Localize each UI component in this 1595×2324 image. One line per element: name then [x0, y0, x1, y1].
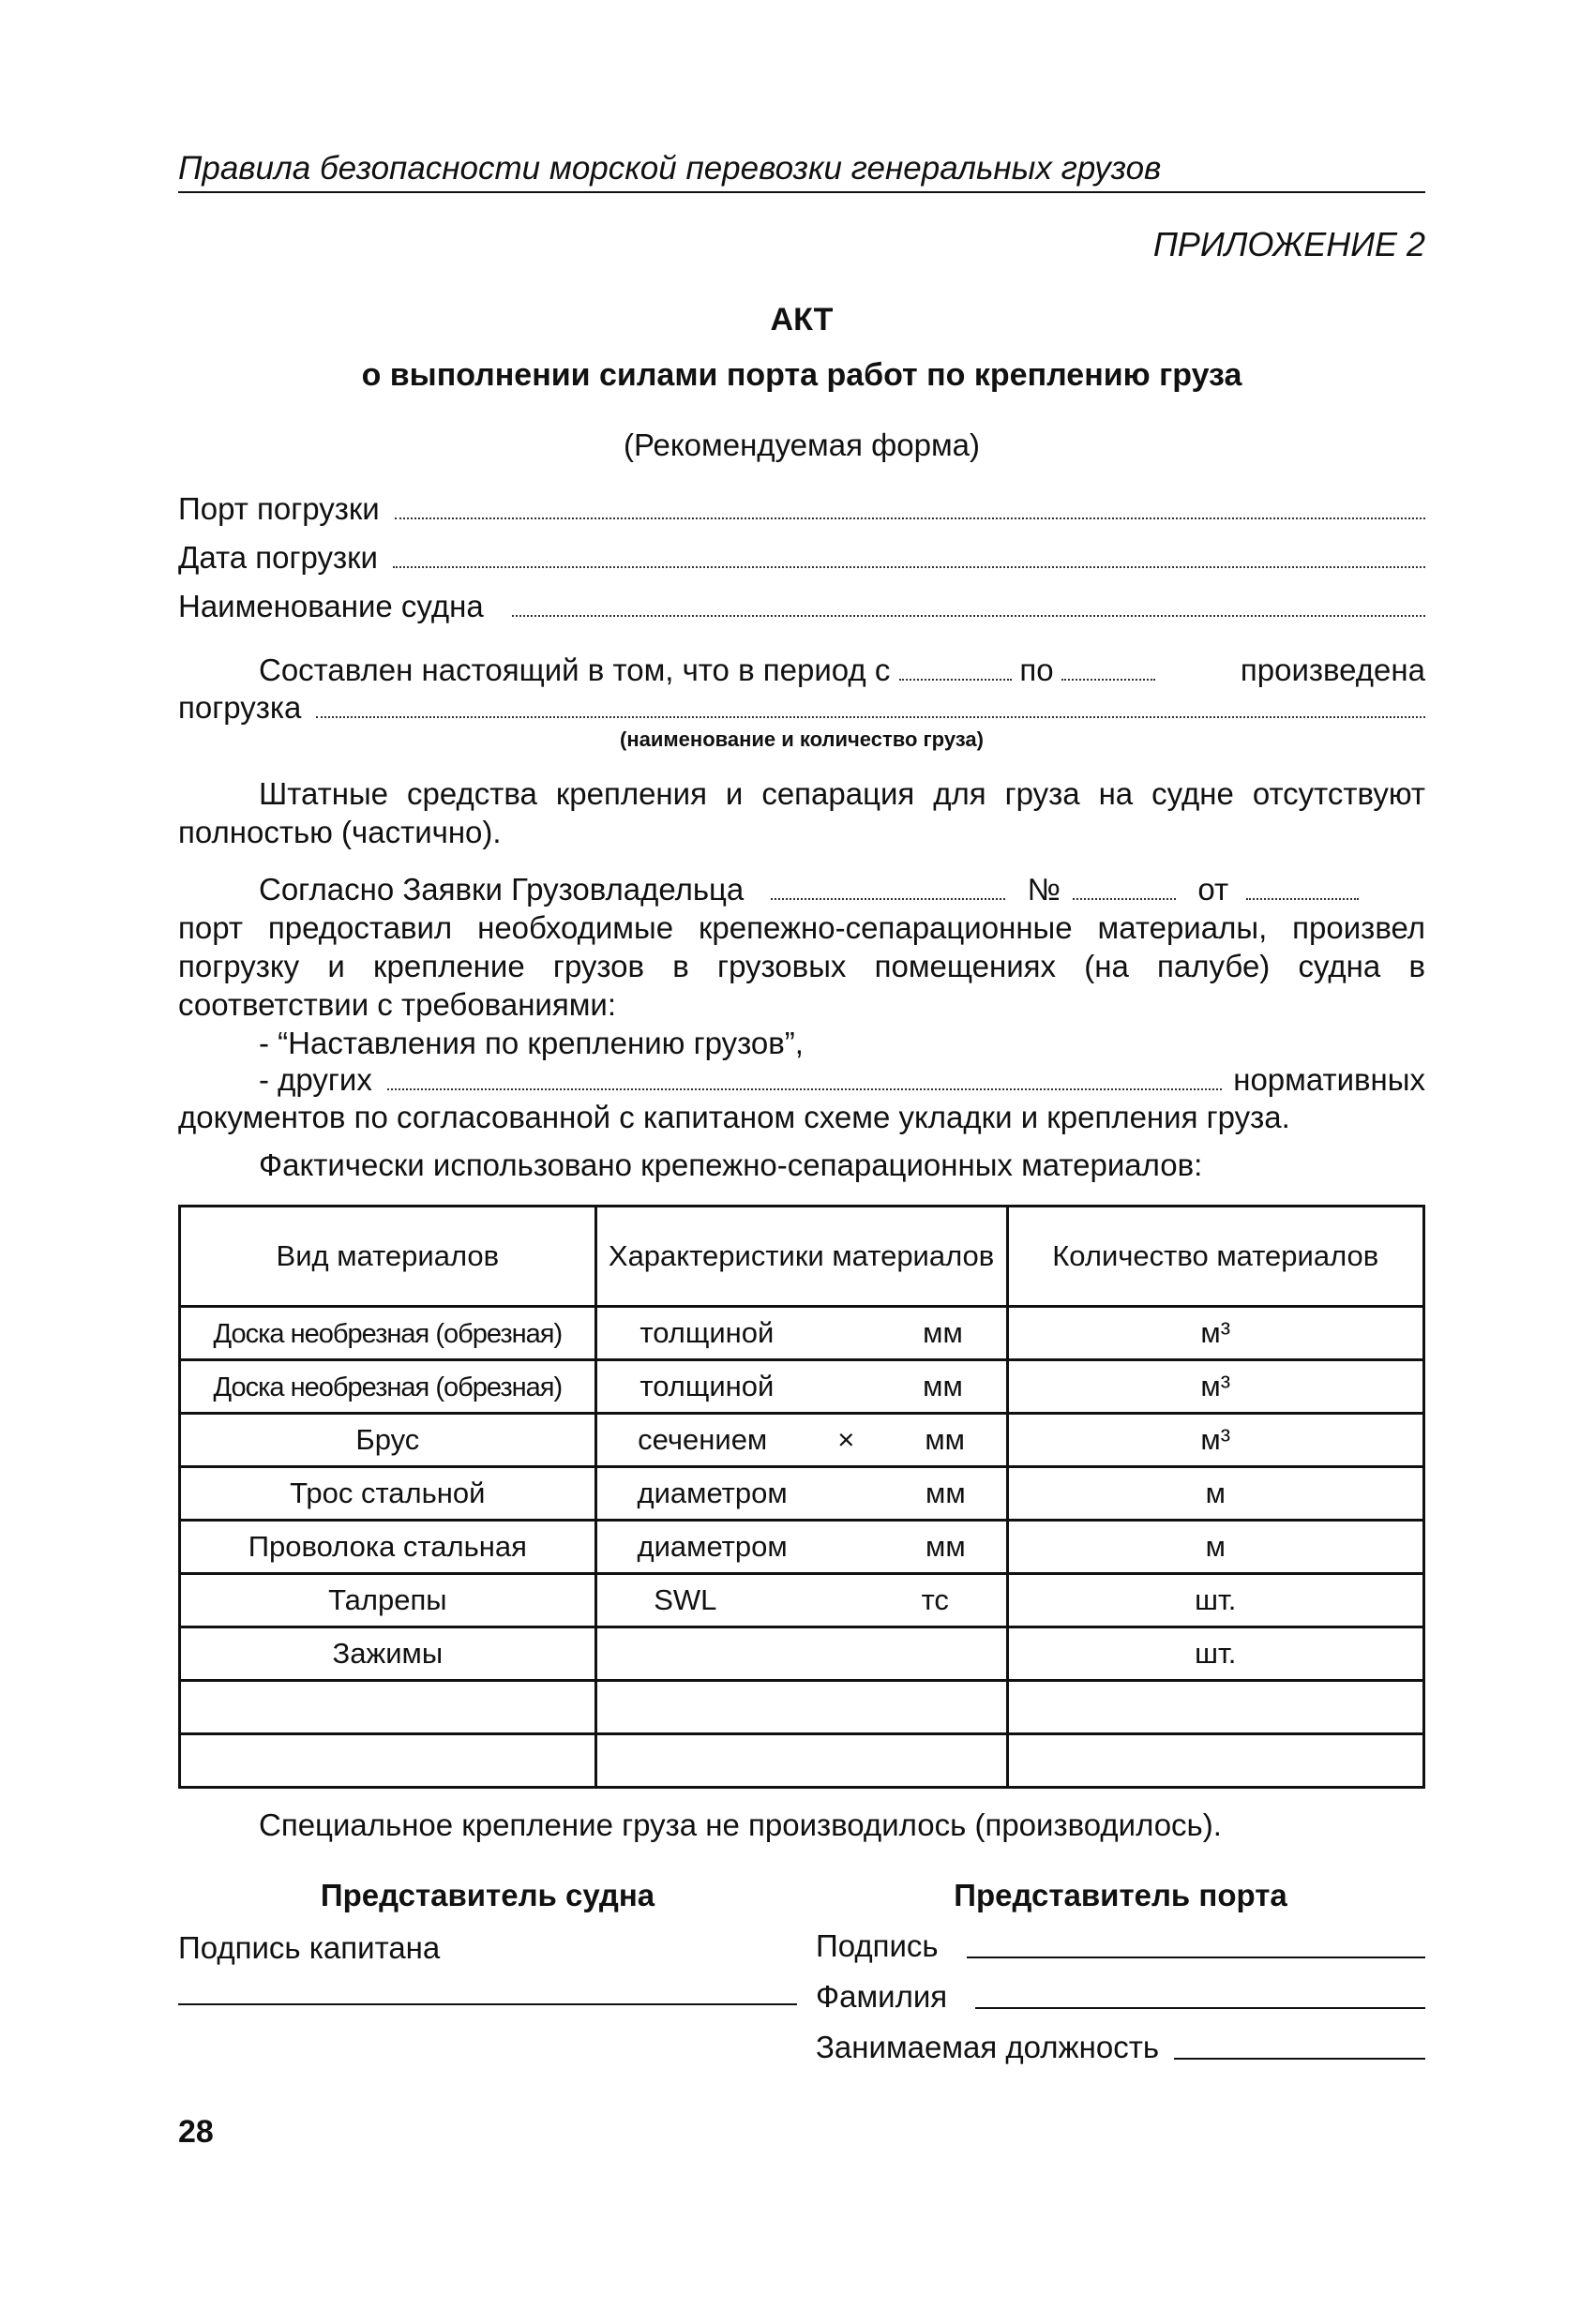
special-fastening: Специальное крепление груза не производилось (производилось). — [259, 1807, 1222, 1842]
material-characteristics — [595, 1681, 1007, 1734]
port-name-label: Фамилия — [816, 1979, 948, 2014]
table-row — [180, 1360, 1424, 1414]
port-representative — [816, 1878, 1425, 2065]
paragraph-used: Фактически использовано крепежно-сепарационных материалов: — [259, 1147, 1203, 1182]
material-characteristics — [595, 1521, 1007, 1574]
material-name: Трос стальной — [180, 1467, 596, 1521]
material-name: Доска необрезная (обрезная) — [180, 1307, 596, 1360]
material-characteristics — [595, 1574, 1007, 1627]
captain-signature-line[interactable] — [178, 2003, 797, 2005]
material-quantity: м³ — [1007, 1307, 1424, 1360]
port-position-line[interactable] — [1174, 2058, 1425, 2060]
period-to-blank[interactable] — [1061, 679, 1155, 681]
signature-section — [178, 1878, 1425, 2065]
document-title: АКТ — [770, 302, 834, 337]
paragraph-equipment: Штатные средства крепления и сепарация для груза на судне отсутствуют полностью (частично). — [178, 776, 1425, 849]
material-name: Зажимы — [180, 1627, 596, 1681]
characteristic-label: SWL — [654, 1583, 717, 1616]
appendix-label: ПРИЛОЖЕНИЕ 2 — [1152, 225, 1425, 263]
characteristic-separator: × — [837, 1423, 855, 1456]
cargo-field — [178, 690, 1425, 726]
table-row — [180, 1681, 1424, 1734]
table-row — [180, 1627, 1424, 1681]
period-line — [178, 652, 1425, 688]
cargo-blank[interactable] — [316, 716, 1425, 718]
paragraph-scheme: документов по согласованной с капитаном схеме укладки и крепления груза. — [178, 1100, 1290, 1134]
paragraph-request — [178, 870, 1425, 908]
paragraph-port-provided: порт предоставил необходимые крепежно-сепарационные материалы, произвел погрузку и крепление грузов в грузовых помещениях (на палубе) судна в соответствии с требованиями: — [178, 910, 1425, 1022]
date-blank[interactable] — [393, 566, 1425, 568]
running-header: Правила безопасности морской перевозки генеральных грузов — [178, 150, 1425, 193]
request-owner-blank[interactable] — [771, 898, 1005, 900]
header-quantity: Количество материалов — [1007, 1207, 1424, 1307]
material-name: Брус — [180, 1414, 596, 1467]
item2-blank[interactable] — [387, 1088, 1222, 1090]
cargo-caption: (наименование и количество груза) — [620, 727, 984, 751]
item2-end: нормативных — [1233, 1062, 1425, 1097]
request-start: Согласно Заявки Грузовладельца — [259, 872, 745, 907]
material-characteristics — [595, 1734, 1007, 1788]
characteristic-label: толщиной — [640, 1370, 775, 1402]
material-quantity: м³ — [1007, 1414, 1424, 1467]
material-characteristics — [595, 1307, 1007, 1360]
characteristic-unit: мм — [925, 1530, 966, 1563]
vessel-blank[interactable] — [512, 615, 1425, 617]
material-quantity: м — [1007, 1521, 1424, 1574]
material-name — [180, 1734, 596, 1788]
period-to: по — [1019, 652, 1054, 687]
material-quantity: м — [1007, 1467, 1424, 1521]
material-characteristics — [595, 1360, 1007, 1414]
vessel-label: Наименование судна — [178, 589, 484, 623]
table-row — [180, 1521, 1424, 1574]
material-name — [180, 1681, 596, 1734]
period-from-blank[interactable] — [899, 679, 1012, 681]
cargo-label: погрузка — [178, 690, 302, 725]
period-end: произведена — [1240, 652, 1425, 687]
material-quantity — [1007, 1681, 1424, 1734]
header-characteristics: Характеристики материалов — [595, 1207, 1007, 1307]
characteristic-label: диаметром — [637, 1477, 788, 1509]
request-date-blank[interactable] — [1246, 898, 1359, 900]
period-start: Составлен настоящий в том, что в период с — [259, 652, 891, 687]
table-row — [180, 1414, 1424, 1467]
date-label: Дата погрузки — [178, 540, 378, 575]
table-header-row — [180, 1207, 1424, 1307]
captain-signature-label: Подпись капитана — [178, 1930, 441, 1965]
request-from: от — [1197, 872, 1229, 907]
characteristic-unit: мм — [923, 1316, 963, 1349]
ship-representative-title: Представитель судна — [320, 1878, 655, 1912]
material-quantity: шт. — [1007, 1574, 1424, 1627]
requirement-item-2 — [178, 1062, 1425, 1098]
port-label: Порт погрузки — [178, 491, 380, 526]
item2-start: - других — [259, 1062, 372, 1097]
material-quantity — [1007, 1734, 1424, 1788]
port-position-label: Занимаемая должность — [816, 2030, 1160, 2064]
characteristic-unit: мм — [925, 1477, 966, 1509]
table-row — [180, 1734, 1424, 1788]
material-name: Талрепы — [180, 1574, 596, 1627]
request-no: № — [1027, 872, 1061, 907]
port-sign-line[interactable] — [967, 1957, 1425, 1958]
material-quantity: м³ — [1007, 1360, 1424, 1414]
page-number: 28 — [178, 2114, 214, 2150]
date-field — [178, 540, 1425, 576]
characteristic-unit: тс — [921, 1583, 949, 1616]
characteristic-label: диаметром — [637, 1530, 788, 1563]
material-characteristics — [595, 1467, 1007, 1521]
vessel-field — [178, 589, 1425, 624]
ship-representative — [178, 1878, 816, 2065]
material-name: Доска необрезная (обрезная) — [180, 1360, 596, 1414]
port-field — [178, 491, 1425, 527]
table-row — [180, 1307, 1424, 1360]
material-characteristics — [595, 1627, 1007, 1681]
port-name-line[interactable] — [975, 2007, 1425, 2009]
form-note: (Рекомендуемая форма) — [623, 427, 981, 462]
characteristic-label: толщиной — [640, 1316, 775, 1349]
port-representative-title: Представитель порта — [954, 1878, 1287, 1912]
table-row — [180, 1574, 1424, 1627]
requirement-item-1: - “Наставления по креплению грузов”, — [259, 1026, 804, 1060]
request-number-blank[interactable] — [1073, 898, 1176, 900]
material-characteristics — [595, 1414, 1007, 1467]
header-type: Вид материалов — [180, 1207, 596, 1307]
materials-table — [178, 1205, 1425, 1789]
characteristic-label: сечением — [638, 1423, 768, 1456]
material-name: Проволока стальная — [180, 1521, 596, 1574]
port-blank[interactable] — [395, 517, 1425, 519]
port-sign-label: Подпись — [816, 1928, 939, 1963]
characteristic-unit: мм — [923, 1370, 963, 1402]
table-row — [180, 1467, 1424, 1521]
document-subtitle: о выполнении силами порта работ по креплению груза — [361, 357, 1242, 393]
material-quantity: шт. — [1007, 1627, 1424, 1681]
characteristic-unit: мм — [925, 1423, 965, 1456]
document-page — [178, 150, 1425, 2065]
